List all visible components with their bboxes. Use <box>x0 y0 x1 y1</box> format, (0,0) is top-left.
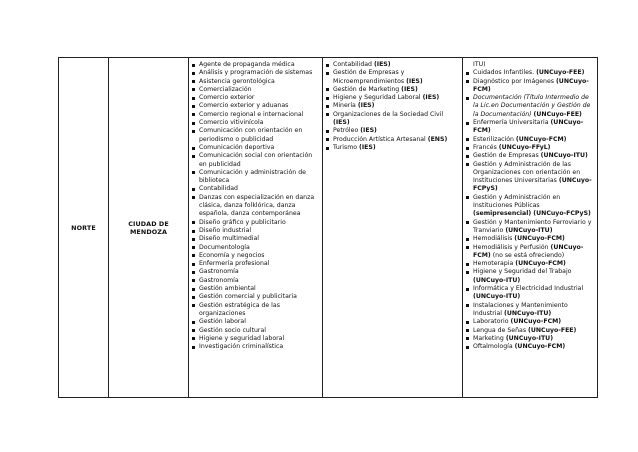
list-item: Gestión estratégica de las organizaciones <box>190 302 320 319</box>
institution-tag: (UNCuyo-ITU) <box>473 293 521 301</box>
career-name: Lengua de Señas <box>473 326 529 334</box>
list-item: Gestión socio cultural <box>190 327 320 335</box>
career-name: Informática y Electricidad Industrial <box>473 285 584 293</box>
list-item <box>464 343 595 351</box>
list-item: Gestión ambiental <box>190 285 320 293</box>
career-name: Gestión de Empresas <box>473 152 541 160</box>
institution-tag: (UNCuyo-FCM) <box>473 119 584 135</box>
list-item <box>464 260 595 268</box>
institution-tag: (UNCuyo-FCM) <box>473 243 584 259</box>
career-name: Minería <box>333 102 358 110</box>
institution-tag: (UNCuyo-ITU) <box>505 334 554 342</box>
career-name: Contabilidad <box>333 61 374 68</box>
list-item <box>464 335 595 343</box>
career-name: Gestión y Administración de las Organizaciones con orientación en Instituciones Universitarias <box>473 160 581 185</box>
list-item: Comunicación y administración de biblioteca <box>190 169 320 186</box>
city-cell: CIUDAD DE MENDOZA <box>109 58 189 398</box>
institution-tag: (UNCuyo-FCM) <box>515 135 567 143</box>
list-item <box>324 144 460 152</box>
list-item: Documentología <box>190 244 320 252</box>
institution-tag: (UNCuyo-FCPyS) <box>473 177 592 193</box>
institution-tag: (UNCuyo-ITU) <box>540 152 588 160</box>
list-item: Investigación criminalística <box>190 343 320 351</box>
list-item <box>464 285 595 302</box>
list-item: Enfermería profesional <box>190 260 320 268</box>
career-name: Cuidados Infantiles. <box>473 69 537 77</box>
careers-table <box>58 57 598 398</box>
career-name: Turismo <box>333 143 360 151</box>
list-item <box>464 78 595 95</box>
institution-tag: (UNCuyo-ITU) <box>473 276 521 284</box>
list-item <box>464 318 595 326</box>
list-item: Gestión laboral <box>190 318 320 326</box>
list-item <box>324 69 460 86</box>
career-name: Esterilización <box>473 135 516 143</box>
list-item: Gastronomía <box>190 277 320 285</box>
table-row <box>59 58 598 398</box>
list-item: Agente de propaganda médica <box>190 61 320 69</box>
list-item: Comercio exterior y aduanas <box>190 102 320 110</box>
institution-tag: (IES) <box>359 143 376 151</box>
institution-tag: (IES) <box>422 94 440 102</box>
career-list-1 <box>189 61 322 351</box>
career-name: Petróleo <box>333 127 361 135</box>
career-name: Gestión y Mantenimiento Ferroviario y Tranviario <box>473 218 592 234</box>
list-item <box>464 194 595 219</box>
list-item: Asistencia gerontológica <box>190 78 320 86</box>
list-item <box>464 219 595 236</box>
list-item: Comercio regional e internacional <box>190 111 320 119</box>
institution-tag: (UNCuyo-ITU) <box>505 226 553 234</box>
list-item <box>324 127 460 135</box>
institution-tag: (IES) <box>406 77 423 85</box>
institution-tag: (UNCuyo-FEE) <box>536 69 585 77</box>
institution-tag: (IES) <box>357 102 375 110</box>
career-name: Gestión de Marketing <box>333 85 402 93</box>
list-item <box>324 102 460 110</box>
career-name: Documentación (Título Intermedio de la Lic.en Documentación y Gestión de la Documentación) <box>473 94 591 118</box>
career-name: Instalaciones y Mantenimiento Industrial <box>473 301 568 317</box>
career-list-2 <box>323 61 462 152</box>
list-item <box>464 268 595 285</box>
career-name: Hemoterapia <box>473 260 516 268</box>
career-name: Hemodiálisis y Perfusión <box>473 243 551 251</box>
list-item <box>464 152 595 160</box>
list-item: Gastronomía <box>190 268 320 276</box>
institution-tag: (semipresencial) (UNCuyo-FCPyS) <box>473 210 591 218</box>
region-cell: NORTE <box>59 58 109 398</box>
institution-tag: (UNCuyo-FCM) <box>514 343 566 351</box>
list-item: Comercio vitivinícola <box>190 119 320 127</box>
list-item: Análisis y programación de sistemas <box>190 69 320 77</box>
list-item: Danzas con especialización en danza clásica, danza folklórica, danza española, danza contemporánea <box>190 194 320 219</box>
list-item <box>464 136 595 144</box>
list-item <box>464 244 595 261</box>
career-name: Producción Artística Artesanal <box>333 135 428 143</box>
career-name: Laboratorio <box>473 318 511 326</box>
institution-tag: (UNCuyo-FFyL) <box>498 143 551 151</box>
institution-tag: (UNCuyo-FCM) <box>515 260 566 268</box>
institution-tag: (UNCuyo-ITU) <box>504 309 552 317</box>
list-item <box>464 161 595 194</box>
list-item <box>324 111 460 128</box>
list-item <box>464 302 595 319</box>
list-item: Diseño industrial <box>190 227 320 235</box>
career-name: Gestión y Administración en Instituciones Públicas <box>473 193 561 210</box>
list-item <box>464 94 595 119</box>
list-item: Comercialización <box>190 86 320 94</box>
list-item: Contabilidad <box>190 185 320 193</box>
career-list-3 <box>463 61 597 351</box>
career-list-1-cell <box>189 58 323 398</box>
list-item: Gestión comercial y publicitaria <box>190 293 320 301</box>
career-list-3-cell <box>463 58 598 398</box>
institution-tag: (UNCuyo-FEE) <box>533 110 582 118</box>
institution-tag: (UNCuyo-FCM) <box>514 235 565 243</box>
list-item <box>464 119 595 136</box>
list-item: Higiene y seguridad laboral <box>190 335 320 343</box>
institution-tag: (IES) <box>360 127 377 135</box>
career-name: Organizaciones de la Sociedad Civil <box>333 110 444 118</box>
career-name: Marketing <box>473 334 506 342</box>
list-item <box>464 69 595 77</box>
career-name: Hemodiálisis <box>473 235 515 243</box>
career-name: Oftalmología <box>473 343 515 351</box>
institution-tag: (IES) <box>333 119 350 127</box>
institution-tag: (IES) <box>373 61 391 68</box>
career-name: Francés <box>473 143 499 151</box>
career-name: Diagnóstico por Imágenes <box>473 77 556 85</box>
list-item: Comunicación social con orientación en publicidad <box>190 152 320 169</box>
list-item: Economía y negocios <box>190 252 320 260</box>
career-name: Higiene y Seguridad Laboral <box>333 94 423 102</box>
offering-note: (no se está ofreciendo) <box>490 251 565 259</box>
institution-tag: (ENS) <box>427 135 448 143</box>
list-item: Diseño multimedial <box>190 235 320 243</box>
career-name: Higiene y Seguridad del Trabajo <box>473 268 572 276</box>
list-item <box>324 86 460 94</box>
career-list-2-cell <box>323 58 463 398</box>
institution-tag: (UNCuyo-FCM) <box>473 77 589 93</box>
list-item <box>324 136 460 144</box>
list-item: Diseño gráfico y publicitario <box>190 219 320 227</box>
list-item: Comercio exterior <box>190 94 320 102</box>
list-item: Comunicación deportiva <box>190 144 320 152</box>
list-item: Comunicación con orientación en periodismo o publicidad <box>190 127 320 144</box>
continued-text: ITU) <box>473 61 486 68</box>
list-item <box>464 235 595 243</box>
institution-tag: (IES) <box>401 85 418 93</box>
institution-tag: (UNCuyo-FEE) <box>528 326 577 334</box>
institution-tag: (UNCuyo-FCM) <box>510 318 562 326</box>
list-item <box>464 327 595 335</box>
career-name: Enfermería Universitaria <box>473 119 551 127</box>
career-name: Gestión de Empresas y Microemprendimientos <box>333 69 407 85</box>
